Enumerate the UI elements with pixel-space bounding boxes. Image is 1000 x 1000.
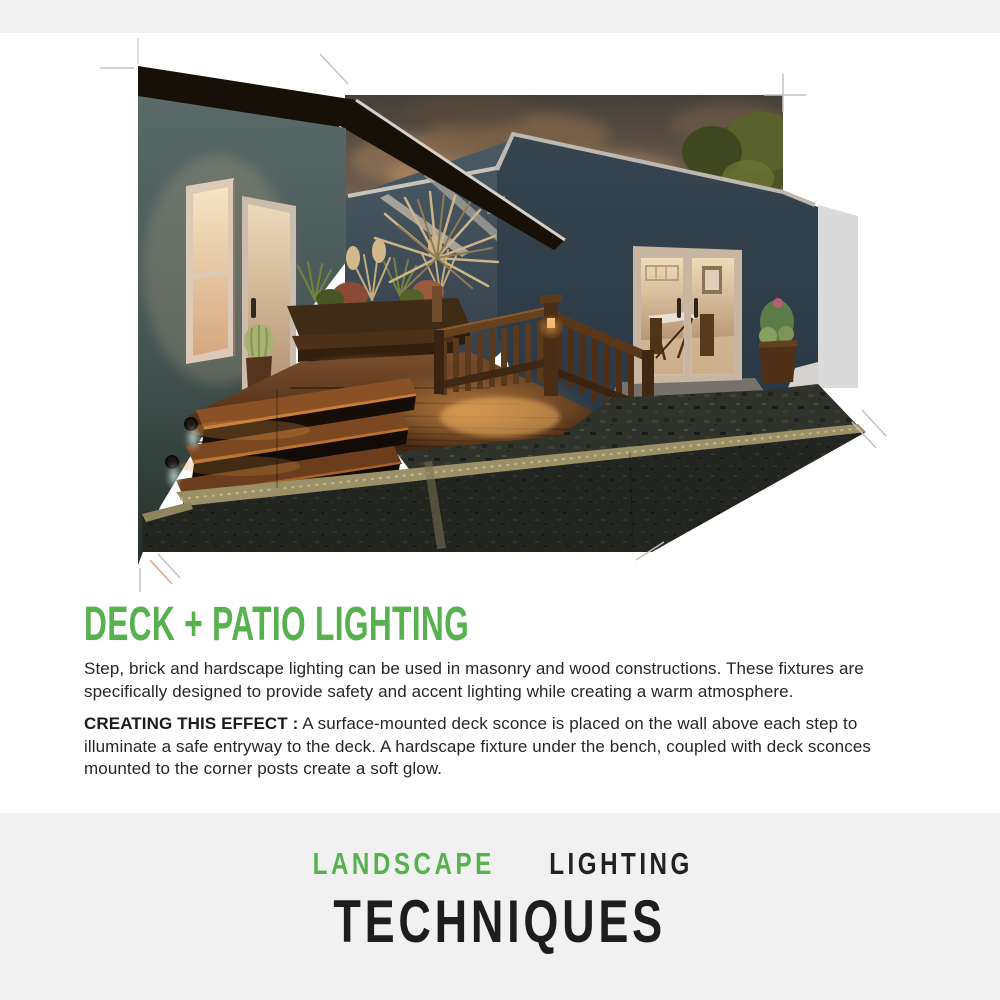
potted-cactus-right — [759, 298, 797, 384]
footer-lockup — [0, 813, 1000, 1000]
footer-title: TECHNIQUES — [333, 888, 667, 955]
door-handle — [677, 298, 681, 318]
brand-line — [287, 846, 714, 882]
effect-paragraph — [84, 713, 928, 781]
effect-label: CREATING THIS EFFECT : — [84, 714, 299, 733]
page-title: DECK + PATIO LIGHTING — [84, 598, 470, 651]
brand-word-landscape: LANDSCAPE — [312, 846, 495, 881]
brand-word-lighting: LIGHTING — [549, 846, 693, 881]
intro-paragraph: Step, brick and hardscape lighting can be used in masonry and wood constructions. These fixtures are specifically designed to provide safety and accent lighting while creating a warm atmosphere. — [84, 659, 864, 701]
left-window — [186, 178, 234, 364]
door-handle — [694, 298, 698, 318]
door-handle — [251, 298, 256, 318]
effect-body: A surface-mounted deck sconce is placed on the wall above each step to illuminate a safe entryway to the deck. A hardscape fixture under the bench, coupled with deck sconces mounted to the corner posts create a soft glow. — [84, 714, 871, 779]
page-edge-band — [818, 205, 858, 388]
